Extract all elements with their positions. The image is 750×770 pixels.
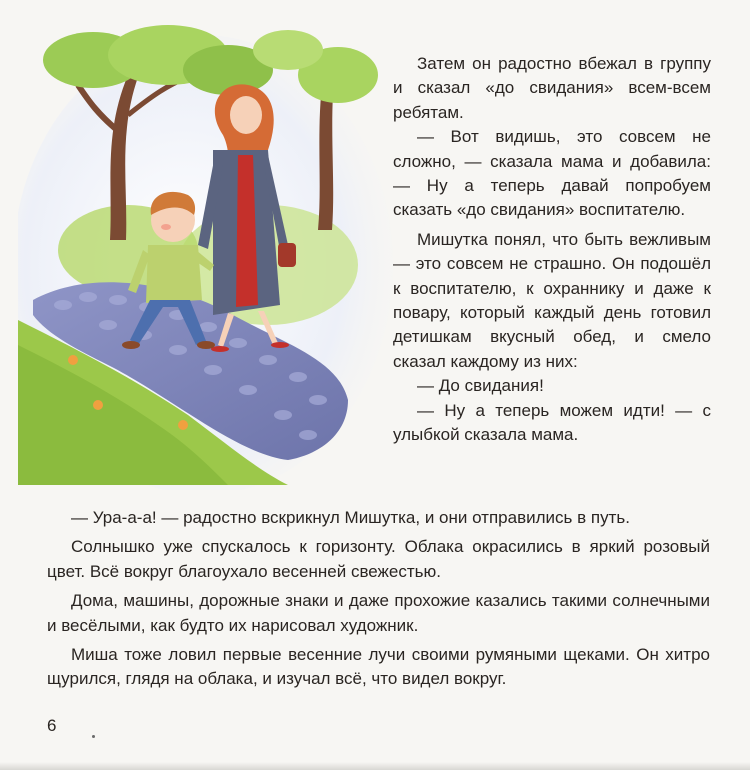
paragraph: Мишутка понял, что быть вежливым — это совсем не страшно. Он подошёл к воспитателю, к охраннику и даже к повару, который каждый день готовил детишкам вкусный обед, и смело сказал каждому из них:	[393, 229, 711, 371]
paragraph: — Вот видишь, это совсем не сложно, — сказала мама и добавила: — Ну а теперь давай попробуем сказать «до свидания» воспитателю.	[393, 127, 711, 220]
paragraph: — До свидания!	[417, 376, 544, 396]
paragraph: Затем он радостно вбежал в группу и сказал «до свидания» всем-всем ребятам.	[393, 54, 711, 122]
illustration-mother-and-son-walking	[18, 15, 393, 490]
full-width-text	[47, 506, 710, 692]
page-edge-shadow	[0, 762, 750, 770]
paragraph: — Ура-а-а! — радостно вскрикнул Мишутка, и они отправились в путь.	[71, 508, 630, 527]
print-dot	[92, 735, 95, 738]
page-number: 6	[47, 716, 57, 735]
paragraph: — Ну а теперь можем идти! — с улыбкой сказала мама.	[393, 400, 711, 445]
paragraph: Дома, машины, дорожные знаки и даже прохожие казались такими солнечными и весёлыми, как будто их нарисовал художник.	[47, 591, 710, 635]
paragraph: Солнышко уже спускалось к горизонту. Облака окрасились в яркий розовый цвет. Всё вокруг благоухало весенней свежестью.	[47, 537, 710, 581]
paragraph: Миша тоже ловил первые весенние лучи своими румяными щеками. Он хитро щурился, глядя на облака, и изучал всё, что видел вокруг.	[47, 645, 710, 689]
right-column-text	[393, 52, 711, 448]
